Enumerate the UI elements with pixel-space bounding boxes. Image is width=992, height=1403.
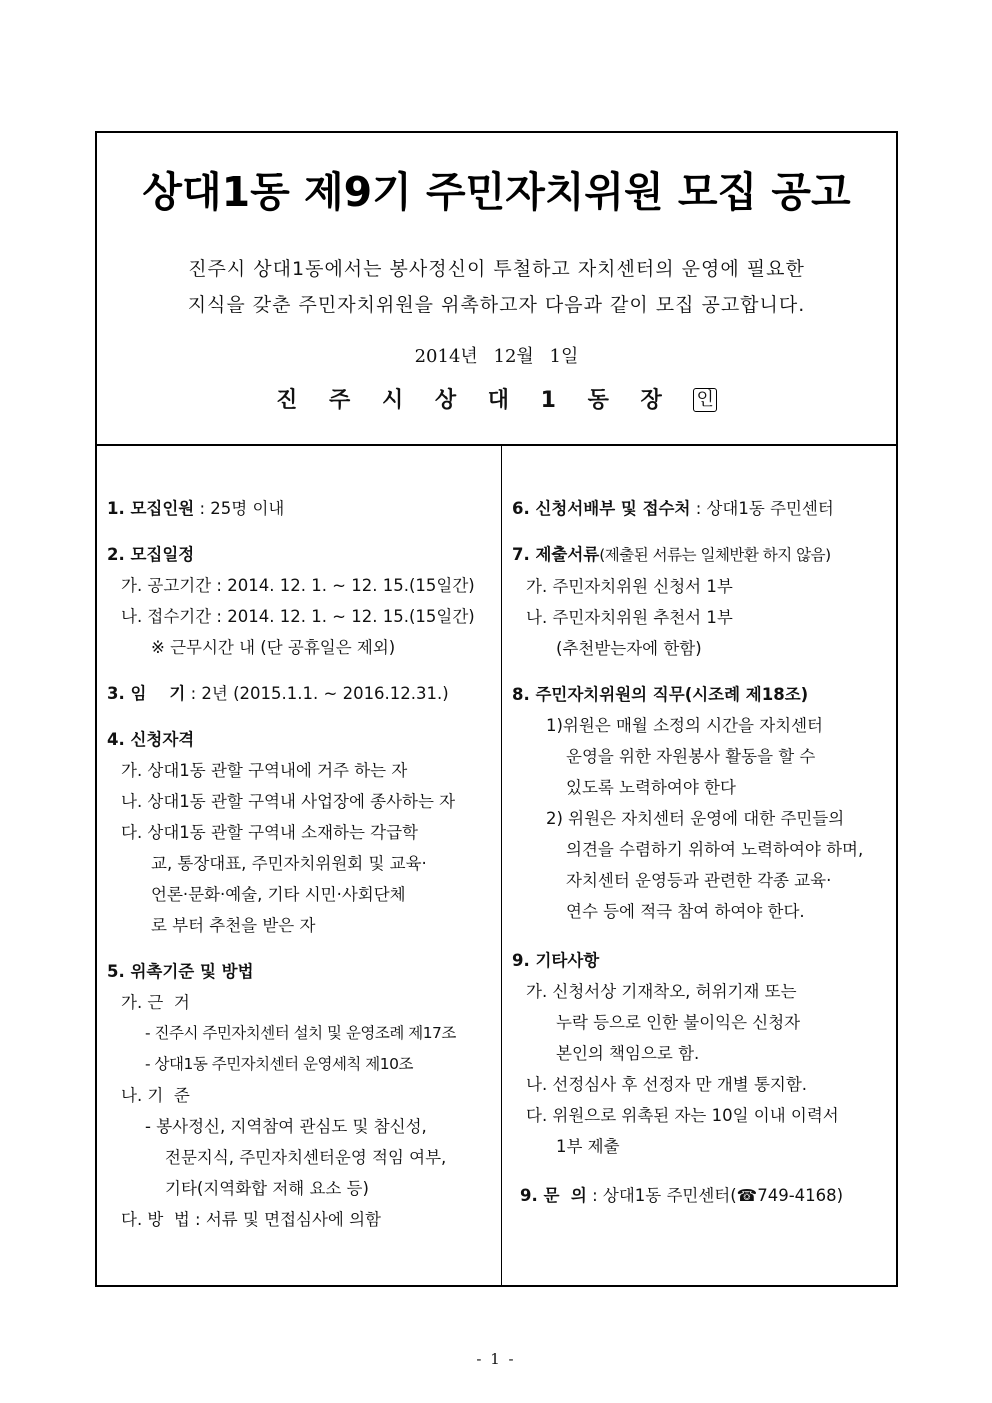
criteria-label: 가. 근 거 [121, 993, 190, 1012]
criteria-standard-item: 기타(지역화합 저해 요소 등) [165, 1179, 369, 1198]
criteria-label: 나. 기 준 [121, 1086, 190, 1105]
section-heading: 7. 제출서류 [512, 545, 600, 564]
intro-paragraph [97, 251, 896, 323]
misc-item: 가. 신청서상 기재착오, 허위기재 또는 [526, 982, 797, 1001]
duty-item-continued: 자치센터 운영등과 관련한 각종 교육· [566, 871, 832, 890]
section-contact [512, 1180, 890, 1211]
misc-item-continued: 본인의 책임으로 함. [556, 1044, 700, 1063]
misc-item-continued: 1부 제출 [556, 1137, 620, 1156]
eligibility-item-continued: 교, 통장대표, 주민자치위원회 및 교육· [151, 854, 427, 873]
page-number: - 1 - [476, 1350, 516, 1368]
criteria-method: 다. 방 법 : 서류 및 면접심사에 의함 [121, 1210, 381, 1229]
official-seal: 인 [693, 388, 716, 412]
eligibility-item: 다. 상대1동 관할 구역내 소재하는 각급학 [121, 823, 418, 842]
eligibility-item-continued: 언론·문화·예술, 기타 시민·사회단체 [151, 885, 406, 904]
duty-item: 1)위원은 매월 소정의 시간을 자치센터 [546, 716, 823, 735]
section-value: : 상대1동 주민센터 [695, 499, 834, 518]
issuer-name: 진 주 시 상 대 1 동 장 [276, 388, 674, 413]
duty-item-continued: 있도록 노력하여야 한다 [566, 778, 736, 797]
section-heading: 9. 문 의 [520, 1186, 587, 1205]
misc-item: 다. 위원으로 위촉된 자는 10일 이내 이력서 [526, 1106, 839, 1125]
section-recruit-count [107, 493, 495, 524]
issuer-line [97, 383, 896, 414]
section-documents [512, 539, 890, 571]
section-heading: 3. 임 기 [107, 684, 186, 703]
section-value: : 2년 (2015.1.1. ~ 2016.12.31.) [190, 684, 449, 703]
duty-item-continued: 운영을 위한 자원봉사 활동을 할 수 [566, 747, 816, 766]
notice-date: 2014년 12월 1일 [414, 346, 579, 367]
criteria-standard-item: - 봉사정신, 지역참여 관심도 및 참신성, [145, 1117, 427, 1136]
criteria-basis-item: - 진주시 주민자치센터 설치 및 운영조례 제17조 [145, 1024, 456, 1042]
intro-line: 지식을 갖춘 주민자치위원을 위촉하고자 다음과 같이 모집 공고합니다. [187, 294, 806, 316]
section-heading: 2. 모집일정 [107, 545, 195, 564]
misc-item: 나. 선정심사 후 선정자 만 개별 통지함. [526, 1075, 808, 1094]
schedule-item: 가. 공고기간 : 2014. 12. 1. ~ 12. 15.(15일간) [121, 576, 475, 595]
eligibility-item: 가. 상대1동 관할 구역내에 거주 하는 자 [121, 761, 408, 780]
section-application-office [512, 493, 890, 524]
criteria-basis-item: - 상대1동 주민자치센터 운영세칙 제10조 [145, 1055, 413, 1073]
section-term [107, 678, 495, 709]
duty-item-continued: 연수 등에 적극 참여 하여야 한다. [566, 902, 805, 921]
section-heading: 1. 모집인원 [107, 499, 195, 518]
section-heading: 9. 기타사항 [512, 951, 600, 970]
eligibility-item-continued: 로 부터 추천을 받은 자 [151, 916, 316, 935]
section-heading: 6. 신청서배부 및 접수처 [512, 499, 691, 518]
contact-value: : 상대1동 주민센터(☎749-4168) [592, 1186, 844, 1205]
section-note: (제출된 서류는 일체반환 하지 않음) [599, 546, 831, 564]
duty-item-continued: 의견을 수렴하기 위하여 노력하여야 하며, [566, 840, 864, 859]
document-item: 가. 주민자치위원 신청서 1부 [526, 577, 733, 596]
section-heading: 4. 신청자격 [107, 730, 195, 749]
right-column [512, 493, 890, 1211]
notice-header [97, 133, 896, 446]
schedule-note: ※ 근무시간 내 (단 공휴일은 제외) [151, 638, 396, 657]
schedule-item: 나. 접수기간 : 2014. 12. 1. ~ 12. 15.(15일간) [121, 607, 475, 626]
criteria-standard-item: 전문지식, 주민자치센터운영 적임 여부, [165, 1148, 447, 1167]
misc-item-continued: 누락 등으로 인한 불이익은 신청자 [556, 1013, 801, 1032]
section-value: : 25명 이내 [199, 499, 285, 518]
left-column [107, 493, 495, 1235]
notice-frame [95, 131, 898, 1287]
document-item-note: (추천받는자에 한함) [556, 639, 702, 658]
duty-item: 2) 위원은 자치센터 운영에 대한 주민들의 [546, 809, 845, 828]
section-heading: 8. 주민자치위원의 직무(시조례 제18조) [512, 685, 809, 704]
notice-title: 상대1동 제9기 주민자치위원 모집 공고 [142, 168, 851, 216]
intro-line: 진주시 상대1동에서는 봉사정신이 투철하고 자치센터의 운영에 필요한 [188, 258, 805, 280]
section-heading: 5. 위촉기준 및 방법 [107, 962, 254, 981]
column-divider [501, 446, 502, 1285]
eligibility-item: 나. 상대1동 관할 구역내 사업장에 종사하는 자 [121, 792, 456, 811]
document-item: 나. 주민자치위원 추천서 1부 [526, 608, 733, 627]
